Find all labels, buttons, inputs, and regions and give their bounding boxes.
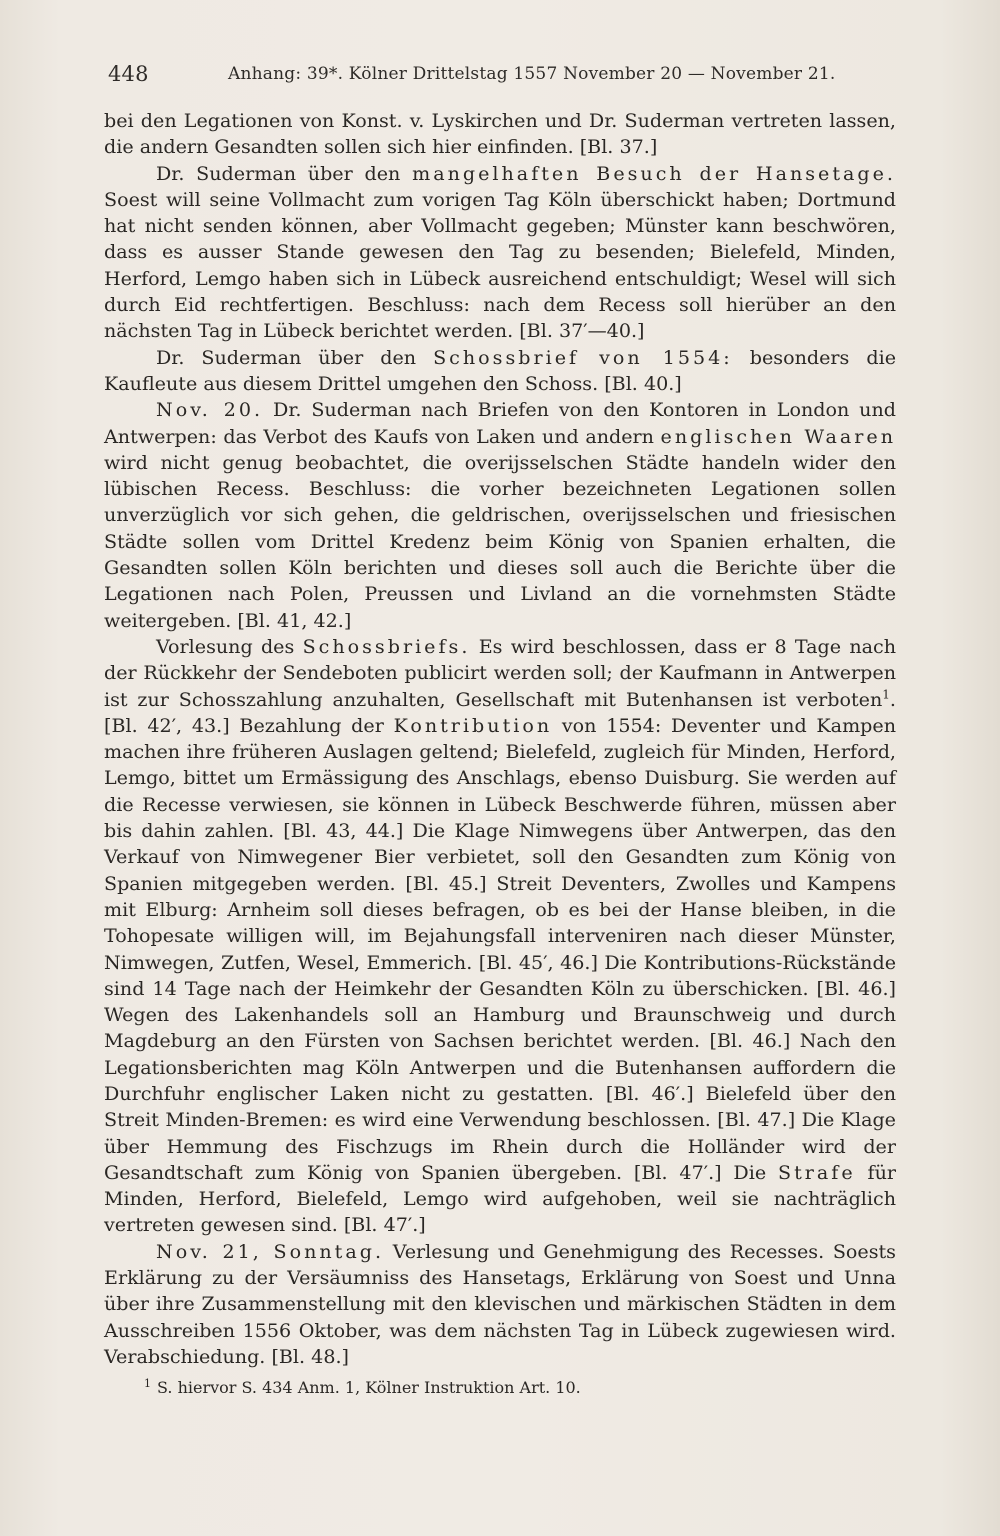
paragraph-5 — [104, 634, 896, 1239]
paragraph-4-spaced-term: englischen Waaren — [660, 424, 896, 448]
paragraph-1-text: bei den Legationen von Konst. v. Lyskirchen und Dr. Suderman vertreten lassen, die andern Gesandten sollen sich hier einfinden. [Bl. 37.] — [104, 109, 896, 159]
paragraph-4-text-d: wird nicht genug beobachtet, die overijsselschen Städte handeln wider den lübischen Recess. Beschluss: die vorher bezeichneten Legationen sollen unverzüglich vor sich gehen, die geldrischen, overijsselschen und friesischen Städte sollen vom Drittel Kredenz beim König von Spanien erhalten, die Gesandten sollen Köln berichten und dieses soll auch die Berichte über die Legationen nach Polen, Preussen und Livland an die vornehmsten Städte weitergeben. [Bl. 41, 42.] — [104, 450, 896, 632]
paragraph-1 — [104, 108, 896, 161]
paragraph-4 — [104, 397, 896, 634]
footnote — [144, 1378, 904, 1397]
paragraph-5-text-c: Es wird beschlossen, dass er 8 Tage nach der Rückkehr der Sendeboten publicirt werden soll; der Kaufmann in Antwerpen ist zur Schosszahlung anzuhalten, Gesellschaft mit Butenhansen ist verboten — [104, 634, 896, 711]
paragraph-3-spaced-term: Schossbrief von 1554: — [433, 345, 733, 369]
paragraph-2-text-c: Soest will seine Vollmacht zum vorigen Tag Köln überschickt haben; Dortmund hat nicht senden können, aber Vollmacht gegeben; Münster kann beschwören, dass es ausser Stande gewesen den Tag zu besenden; Bielefeld, Minden, Herford, Lemgo haben sich in Lübeck ausreichend entschuldigt; Wesel will sich durch Eid rechtfertigen. Beschluss: nach dem Recess soll hierüber an den nächsten Tag in Lübeck berichtet werden. [Bl. 37′—40.] — [104, 187, 896, 343]
body-text — [104, 108, 896, 1370]
paragraph-2 — [104, 161, 896, 345]
paragraph-3-text-a: Dr. Suderman über den — [156, 345, 434, 369]
paragraph-2-spaced-term: mangelhaften Besuch der Hansetage. — [412, 161, 896, 185]
paragraph-5-text-h: für Minden, Herford, Bielefeld, Lemgo wird aufgehoben, weil sie nachträglich vertreten gewesen sind. [Bl. 47′.] — [104, 1160, 897, 1237]
footnote-marker: 1 — [144, 1376, 151, 1390]
footnote-reference: 1 — [882, 687, 890, 702]
paragraph-5-text-f: von 1554: Deventer und Kampen machen ihre früheren Auslagen geltend; Bielefeld, zugleich für Minden, Herford, Lemgo, bittet um Ermässigung des Anschlags, ebenso Duisburg. Sie werden auf die Recesse verwiesen, sie können in Lübeck Beschwerde führen, müssen aber bis dahin zahlen. [Bl. 43, 44.] Die Klage Nimwegens über Antwerpen, das den Verkauf von Nimwegener Bier verbietet, soll den Gesandten zum König von Spanien mitgegeben werden. [Bl. 45.] Streit Deventers, Zwolles und Kampens mit Elburg: Arnheim soll dieses befragen, ob es bei der Hanse bleiben, in die Tohopesate willigen will, im Bejahungsfall interveniren nach dieser Münster, Nimwegen, Zutfen, Wesel, Emmerich. [Bl. 45′, 46.] Die Kontributions-Rückstände sind 14 Tage nach der Heimkehr der Gesandten Köln zu überschicken. [Bl. 46.] Wegen des Lakenhandels soll an Hamburg und Braunschweig und durch Magdeburg an den Fürsten von Sachsen berichtet werden. [Bl. 46.] Nach den Legationsberichten mag Köln Antwerpen und die Butenhansen auffordern die Durchfuhr englischer Laken nicht zu gestatten. [Bl. 46′.] Bielefeld über den Streit Minden-Bremen: es wird eine Verwendung beschlossen. [Bl. 47.] Die Klage über Hemmung des Fischzugs im Rhein durch die Holländer wird der Gesandtschaft zum König von Spanien übergeben. [Bl. 47′.] Die — [104, 713, 896, 1184]
paragraph-3-text-c: besonders die Kaufleute aus diesem Drittel umgehen den Schoss. [Bl. 40.] — [104, 345, 896, 395]
paragraph-5-spaced-term: Schossbriefs. — [302, 634, 471, 658]
paragraph-5-spaced-term-3: Strafe — [778, 1160, 856, 1184]
paragraph-3 — [104, 345, 896, 398]
paragraph-5-text-d: . [Bl. 42′, 43.] Bezahlung der — [104, 687, 896, 737]
page-number: 448 — [108, 62, 149, 86]
paragraph-4-date: Nov. 20. — [156, 398, 264, 422]
paragraph-4-text-b: Dr. Suderman nach Briefen von den Kontoren in London und Antwerpen: das Verbot des Kaufs von Laken und andern — [104, 398, 897, 448]
paragraph-5-text-a: Vorlesung des — [156, 634, 303, 658]
footnote-text: S. hiervor S. 434 Anm. 1, Kölner Instruktion Art. 10. — [157, 1378, 581, 1397]
paragraph-6 — [104, 1239, 896, 1370]
paragraph-2-text-a: Dr. Suderman über den — [156, 161, 413, 185]
paragraph-5-spaced-term-2: Kontribution — [393, 713, 553, 737]
paragraph-6-date: Nov. 21, Sonntag. — [156, 1239, 385, 1263]
paragraph-6-text-b: Verlesung und Genehmigung des Recesses. Soests Erklärung zu der Versäumniss des Hansetags, Erklärung von Soest und Unna über ihre Zusammenstellung mit den klevischen und märkischen Städten in dem Ausschreiben 1556 Oktober, was dem nächsten Tag in Lübeck zugewiesen wird. Verabschiedung. [Bl. 48.] — [104, 1239, 896, 1368]
running-title: Anhang: 39*. Kölner Drittelstag 1557 November 20 — November 21. — [228, 64, 836, 84]
